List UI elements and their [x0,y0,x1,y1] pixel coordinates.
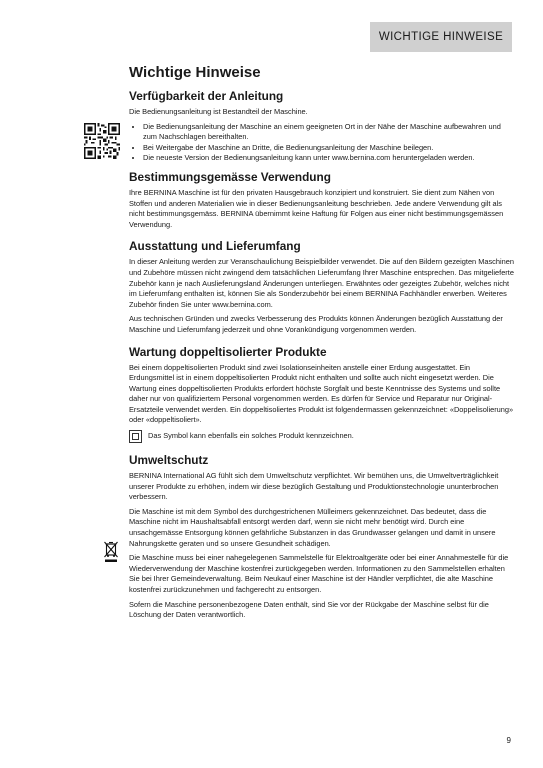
header-tab-label: WICHTIGE HINWEISE [378,31,504,43]
bullet-list [129,122,515,164]
section-heading: Verfügbarkeit der Anleitung [129,89,284,103]
paragraph: Bei einem doppeltisolierten Produkt sind zwei Isolationseinheiten anstelle einer Erdung ausgestattet. Ein Erdungsmittel ist in einem doppeltisolierten Produkt nicht enthalten und sollte auch nicht eingesetzt werden. Die Wartung eines doppeltisolierten Produkts erfordert höchste Sorgfalt und beste Kenntnisse des Systems und sollte daher nur von qualifiziertem Personal vorgenommen werden. Es dürfen für Service und Reparatur nur Original-Ersatzteile verwendet werden. Ein doppeltisoliertes Produkt ist folgendermassen gekennzeichnet: «Doppelisolierung» oder «doppeltisoliert». [129,362,514,425]
section-heading: Wartung doppeltisolierter Produkte [129,344,327,359]
section-heading: Bestimmungsgemässe Verwendung [129,169,331,184]
paragraph: Die Maschine ist mit dem Symbol des durchgestrichenen Mülleimers gekennzeichnet. Das bedeutet, dass die Maschine nicht im Haushaltsabfall entsorgt werden darf, wenn sie nicht mehr benötigt wird. Durch eine unsachgemässe Entsorgung können gefährliche Substanzen in das Grundwasser gelangen und damit in unsere Nahrungskette geraten und so unsere Gesundheit schädigen. [129,506,496,548]
paragraph: Die Maschine muss bei einer nahegelegenen Sammelstelle für Elektroaltgeräte oder bei einer Annahmestelle für die Wiederverwendung der Maschine kostenfrei zurückgegeben werden. Informationen zu den Sammelstellen erhalten Sie bei Ihrer Gemeindeverwaltung. Beim Neukauf einer Maschine ist der Händler verpflichtet, die alte Maschine kostenfrei zurückzunehmen und fachgerecht zu entsorgen. [129,553,509,594]
section-double-insulated [129,345,515,444]
header-tab [370,22,512,52]
section-intended-use [129,170,515,230]
paragraph: In dieser Anleitung werden zur Veranschaulichung Beispielbilder verwendet. Die auf den Bildern gezeigten Maschinen und Zubehöre müssen nicht zwingend dem tatsächlichen Lieferumfang Ihrer Maschine entsprechen. Das mitgelieferte Zubehör kann je nach Auslieferungsland Änderungen unterliegen. Erwähntes oder gezeigtes Zubehör, welches nicht im Lieferumfang enthalten ist, können Sie als Sonderzubehör bei einem BERNINA Fachhändler erwerben. Weiteres Zubehör finden Sie unter www.bernina.com. [129,257,514,309]
section-availability [129,89,515,164]
crossed-out-bin-icon [103,541,119,563]
section-heading: Ausstattung und Lieferumfang [129,239,301,254]
section-heading: Umweltschutz [129,453,209,468]
list-item: • Die Bedienungsanleitung der Maschine an einem geeigneten Ort in der Nähe der Maschine aufbewahren und zum Nachschlagen bereithalten. [143,122,515,143]
main-content [129,60,515,625]
list-item: • Bei Weitergabe der Maschine an Dritte, die Bedienungsanleitung der Maschine beilegen. [143,143,515,154]
paragraph: Aus technischen Gründen und zwecks Verbesserung des Produkts können Änderungen bezüglich Ausstattung der Maschine und Lieferumfang jederzeit und ohne Vorankündigung vorgenommen werden. [129,314,503,334]
section-equipment [129,239,515,335]
paragraph: Sofern die Maschine personenbezogene Daten enthält, sind Sie vor der Rückgabe der Maschine selbst für die Löschung der Daten verantwortlich. [129,599,489,620]
symbol-note-text: Das Symbol kann ebenfalls ein solches Produkt kennzeichnen. [148,431,354,441]
page-title: Wichtige Hinweise [129,64,261,81]
list-item: • Die neueste Version der Bedienungsanleitung kann unter www.bernina.com heruntergeladen werden. [143,153,515,164]
section-intro: Die Bedienungsanleitung ist Bestandteil der Maschine. [129,107,308,116]
double-insulation-icon [129,430,142,443]
qr-code-icon[interactable] [84,123,120,159]
paragraph: BERNINA International AG fühlt sich dem Umweltschutz verpflichtet. Wir bemühen uns, die Umweltverträglichkeit unserer Produkte zu erhöhen, indem wir diese bezüglich Gestaltung und Produktionstechnologie ununterbrochen verbessern. [129,471,499,502]
page-number: 9 [506,736,511,745]
section-environment [129,453,515,621]
paragraph: Ihre BERNINA Maschine ist für den privaten Hausgebrauch konzipiert und konstruiert. Sie dient zum Nähen von Stoffen und anderen Materialien wie in dieser Bedienungsanleitung beschrieben. Jede andere Verwendung gilt als nicht bestimmungsgemäss. BERNINA übernimmt keine Haftung für Folgen aus einer nicht bestimmungsgemässen Verwendung. [129,187,504,229]
symbol-note [129,430,515,443]
